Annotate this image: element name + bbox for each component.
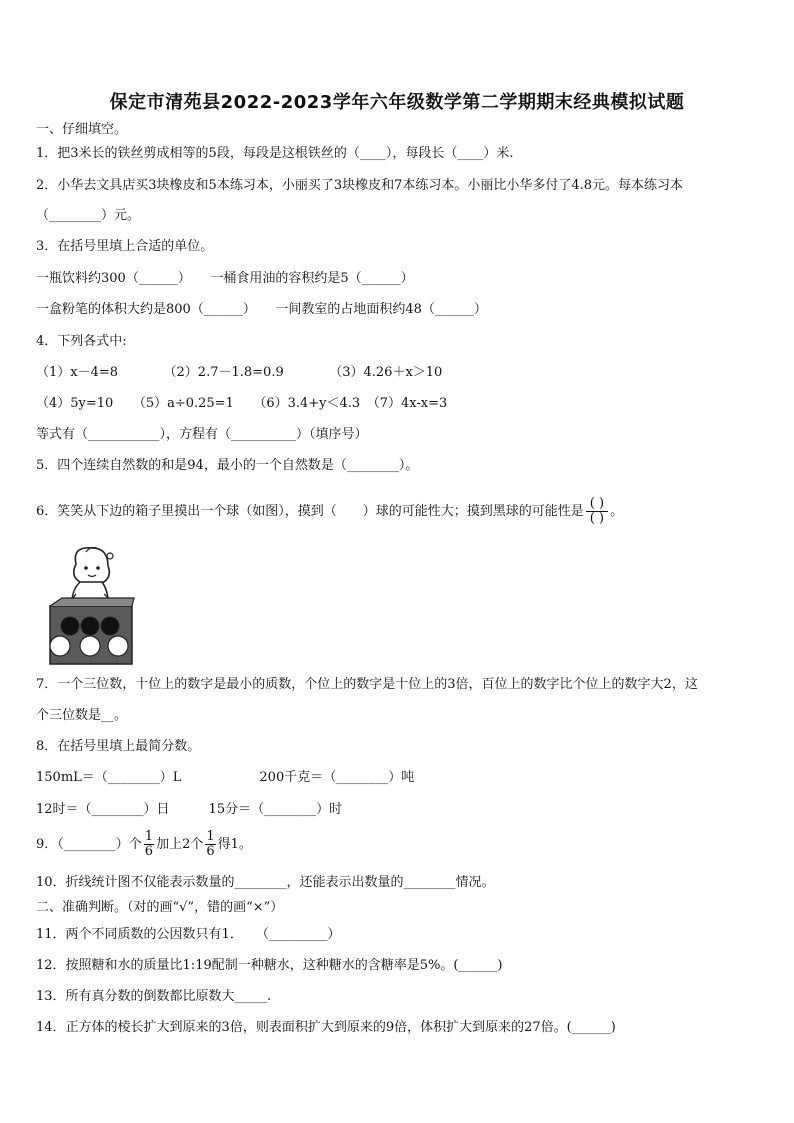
question-6-text: 6．笑笑从下边的箱子里摸出一个球（如图），摸到（ ）球的可能性大；摸到黑球的可能性是: [36, 504, 584, 519]
question-5: 5．四个连续自然数的和是94，最小的一个自然数是（________）。: [36, 458, 419, 473]
question-8: 8．在括号里填上最简分数。: [36, 739, 201, 754]
question-8-row2: 12时＝（________）日 15分＝（________）时: [36, 802, 343, 817]
question-6-end: 。: [610, 504, 624, 519]
fraction-numerator: 1: [144, 829, 154, 844]
question-9-pre: 9．（________）个: [36, 837, 142, 852]
question-8-row1: 150mL＝（________）L 200千克＝（________）吨: [36, 770, 415, 785]
question-4-row2: （4）5y=10 （5）a÷0.25=1 （6）3.4+y＜4.3 （7）4x-x=3: [36, 396, 448, 411]
question-14: 14．正方体的棱长扩大到原来的3倍，则表面积扩大到原来的9倍，体积扩大到原来的27倍。(______): [36, 1020, 616, 1035]
fraction-numerator: ( ): [586, 497, 608, 512]
question-2-line1: 2．小华去文具店买3块橡皮和5本练习本，小丽买了3块橡皮和7本练习本。小丽比小华多付了4.8元。每本练习本: [36, 178, 684, 193]
question-10: 10．折线统计图不仅能表示数量的________，还能表示出数量的________情况。: [36, 875, 495, 890]
question-9-fraction-1: [144, 830, 154, 859]
question-9-end: 得1。: [217, 837, 252, 852]
question-3: 3．在括号里填上合适的单位。: [36, 239, 214, 254]
fraction-denominator: 6: [144, 844, 154, 859]
question-7-line1: 7．一个三位数，十位上的数字是最小的质数，个位上的数字是十位上的3倍，百位上的数字比个位上的数字大2，这: [36, 677, 698, 692]
fraction-denominator: ( ): [589, 511, 605, 526]
question-9-fraction-2: [205, 830, 215, 859]
section-heading-fill: 一、仔细填空。: [36, 122, 128, 137]
question-4-answer: 等式有（___________），方程有（__________）（填序号）: [36, 427, 368, 442]
question-11: 11．两个不同质数的公因数只有1． （_________）: [36, 927, 341, 942]
question-3-row1: 一瓶饮料约300（______） 一桶食用油的容积约是5（______）: [36, 271, 414, 286]
question-2-line2: （________）元。: [36, 208, 141, 223]
fraction-denominator: 6: [206, 844, 215, 859]
question-3-row2: 一盒粉笔的体积大约是800（______） 一间教室的占地面积约48（______）: [36, 302, 487, 317]
question-9: [36, 829, 252, 861]
question-13: 13．所有真分数的倒数都比原数大_____.: [36, 989, 272, 1004]
question-6: [36, 496, 623, 528]
question-6-fraction: [586, 497, 608, 526]
question-9-mid: 加上2个: [156, 837, 204, 852]
girl-with-ball-box-icon: [46, 542, 136, 670]
question-1: 1．把3米长的铁丝剪成相等的5段，每段是这根铁丝的（____），每段长（____）米.: [36, 146, 514, 161]
question-12: 12．按照糖和水的质量比1:19配制一种糖水，这种糖水的含糖率是5%。(______): [36, 958, 503, 973]
question-4-row1: （1）x－4=8 （2）2.7－1.8=0.9 （3）4.26＋x＞10: [36, 365, 443, 380]
page-title: 保定市清苑县2022-2023学年六年级数学第二学期期末经典模拟试题: [109, 92, 685, 113]
fraction-numerator: 1: [206, 829, 215, 844]
question-4: 4．下列各式中:: [36, 334, 127, 349]
question-7-line2: 个三位数是__。: [36, 708, 128, 723]
section-heading-judge: 二、准确判断。（对的画“√”，错的画“×”）: [36, 900, 284, 915]
